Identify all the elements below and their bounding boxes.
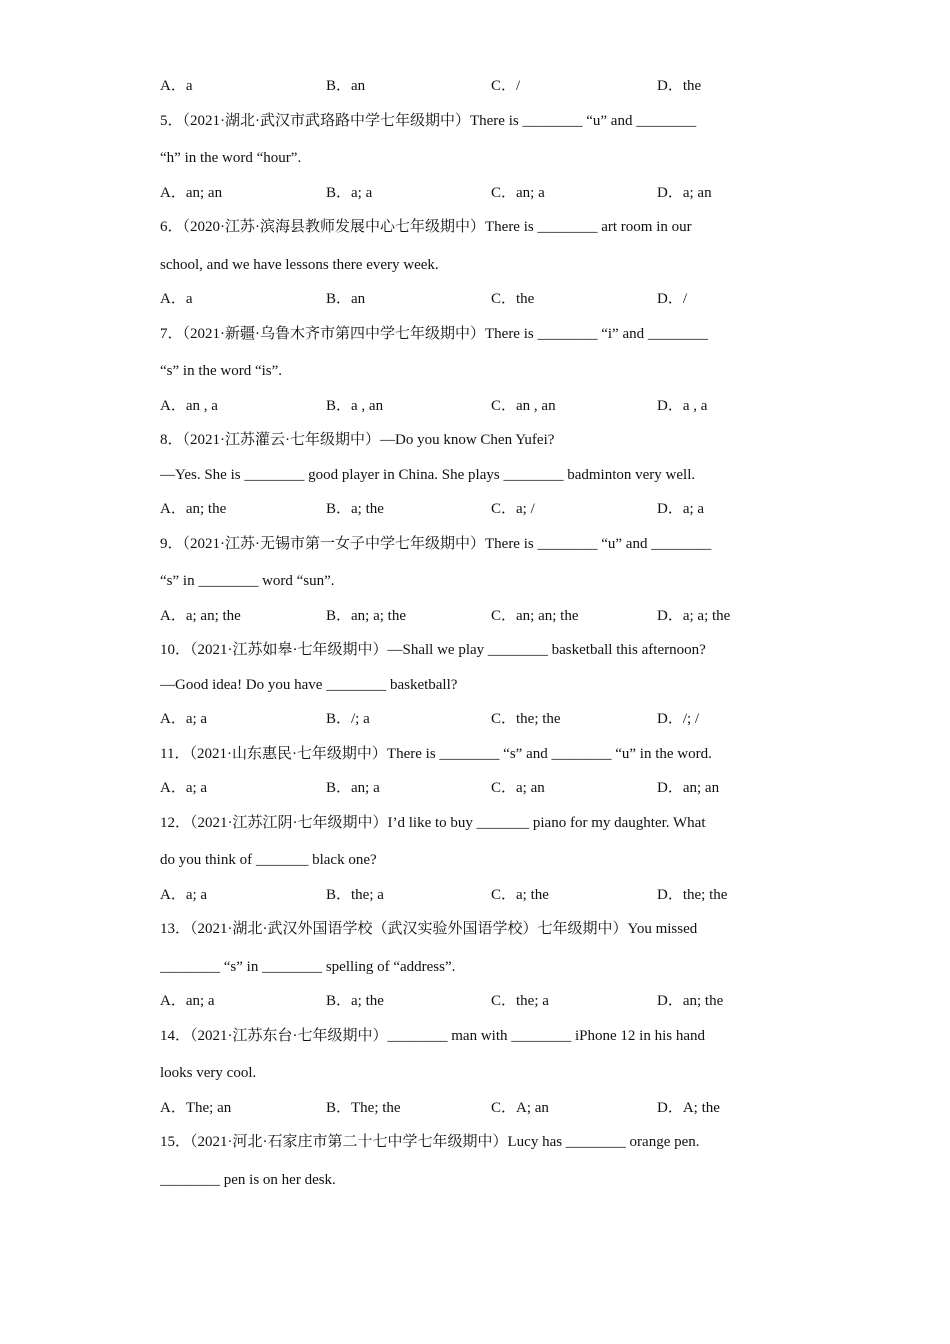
option-c[interactable]: C．a; the	[491, 887, 549, 903]
options-row	[160, 1099, 790, 1117]
option-b[interactable]: B．an	[326, 291, 366, 307]
question-stem: 6．（2020·江苏·滨海县教师发展中心七年级期中）There is ________ art room in our	[160, 219, 692, 235]
option-d[interactable]: D．A; the	[657, 1100, 720, 1116]
question-stem-continued: do you think of _______ black one?	[160, 852, 377, 868]
question-stem-continued: looks very cool.	[160, 1065, 257, 1081]
option-c[interactable]: C．the; the	[491, 711, 561, 727]
question-stem-continued: —Yes. She is ________ good player in China. She plays ________ badminton very well.	[160, 467, 696, 483]
option-d[interactable]: D．a; a	[657, 501, 705, 517]
option-b[interactable]: B．an; a; the	[326, 608, 406, 624]
option-b[interactable]: B．The; the	[326, 1100, 401, 1116]
option-d[interactable]: D．a; a; the	[657, 608, 731, 624]
option-c[interactable]: C．the; a	[491, 993, 549, 1009]
option-b[interactable]: B．a; the	[326, 993, 384, 1009]
option-c[interactable]: C．the	[491, 291, 535, 307]
question-stem: 11．（2021·山东惠民·七年级期中）There is ________ “s” and ________ “u” in the word.	[160, 746, 712, 762]
option-d[interactable]: D．a , a	[657, 398, 708, 414]
option-d[interactable]: D．the	[657, 78, 702, 94]
option-b[interactable]: B．a , an	[326, 398, 384, 414]
question-stem: 10．（2021·江苏如皋·七年级期中）—Shall we play ________ basketball this afternoon?	[160, 642, 706, 658]
option-b[interactable]: B．an; a	[326, 780, 380, 796]
option-a[interactable]: A．a; a	[160, 780, 208, 796]
options-row	[160, 886, 790, 904]
question-stem: 12．（2021·江苏江阴·七年级期中）I’d like to buy _______ piano for my daughter. What	[160, 815, 706, 831]
option-c[interactable]: C．an; a	[491, 185, 545, 201]
option-d[interactable]: D．/	[657, 291, 688, 307]
options-row	[160, 710, 790, 728]
option-d[interactable]: D．an; the	[657, 993, 724, 1009]
option-c[interactable]: C．/	[491, 78, 521, 94]
option-a[interactable]: A．a; a	[160, 711, 208, 727]
option-a[interactable]: A．an; a	[160, 993, 215, 1009]
options-row	[160, 779, 790, 797]
question-stem: 9．（2021·江苏·无锡市第一女子中学七年级期中）There is ________ “u” and ________	[160, 536, 712, 552]
option-d[interactable]: D．/; /	[657, 711, 700, 727]
option-a[interactable]: A．a	[160, 78, 193, 94]
question-stem-continued: school, and we have lessons there every week.	[160, 257, 439, 273]
question-stem-continued: “s” in the word “is”.	[160, 363, 283, 379]
options-row	[160, 992, 790, 1010]
option-b[interactable]: B．the; a	[326, 887, 384, 903]
option-c[interactable]: C．an; an; the	[491, 608, 579, 624]
option-a[interactable]: A．an; an	[160, 185, 223, 201]
question-stem-continued: “s” in ________ word “sun”.	[160, 573, 335, 589]
options-row	[160, 290, 790, 308]
options-row	[160, 607, 790, 625]
option-b[interactable]: B．/; a	[326, 711, 370, 727]
option-b[interactable]: B．a; the	[326, 501, 384, 517]
options-row	[160, 500, 790, 518]
question-stem: 7．（2021·新疆·乌鲁木齐市第四中学七年级期中）There is ________ “i” and ________	[160, 326, 708, 342]
question-stem: 14．（2021·江苏东台·七年级期中）________ man with ________ iPhone 12 in his hand	[160, 1028, 705, 1044]
option-a[interactable]: A．an; the	[160, 501, 227, 517]
question-stem: 5．（2021·湖北·武汉市武珞路中学七年级期中）There is ________ “u” and ________	[160, 113, 697, 129]
option-b[interactable]: B．an	[326, 78, 366, 94]
option-c[interactable]: C．a; an	[491, 780, 545, 796]
question-stem-continued: “h” in the word “hour”.	[160, 150, 302, 166]
option-a[interactable]: A．The; an	[160, 1100, 232, 1116]
option-b[interactable]: B．a; a	[326, 185, 373, 201]
option-a[interactable]: A．an , a	[160, 398, 218, 414]
question-stem-continued: ________ “s” in ________ spelling of “address”.	[160, 959, 456, 975]
options-row	[160, 184, 790, 202]
question-stem: 8．（2021·江苏灌云·七年级期中）—Do you know Chen Yufei?	[160, 432, 555, 448]
option-c[interactable]: C．a; /	[491, 501, 535, 517]
option-c[interactable]: C．A; an	[491, 1100, 549, 1116]
question-stem: 15．（2021·河北·石家庄市第二十七中学七年级期中）Lucy has ________ orange pen.	[160, 1134, 700, 1150]
option-c[interactable]: C．an , an	[491, 398, 556, 414]
option-a[interactable]: A．a; an; the	[160, 608, 241, 624]
options-row	[160, 397, 790, 415]
option-a[interactable]: A．a	[160, 291, 193, 307]
option-a[interactable]: A．a; a	[160, 887, 208, 903]
option-d[interactable]: D．an; an	[657, 780, 720, 796]
question-stem: 13．（2021·湖北·武汉外国语学校（武汉实验外国语学校）七年级期中）You missed	[160, 921, 698, 937]
question-stem-continued: —Good idea! Do you have ________ basketball?	[160, 677, 458, 693]
option-d[interactable]: D．the; the	[657, 887, 728, 903]
options-row	[160, 77, 790, 95]
question-stem-continued: ________ pen is on her desk.	[160, 1172, 336, 1188]
option-d[interactable]: D．a; an	[657, 185, 712, 201]
